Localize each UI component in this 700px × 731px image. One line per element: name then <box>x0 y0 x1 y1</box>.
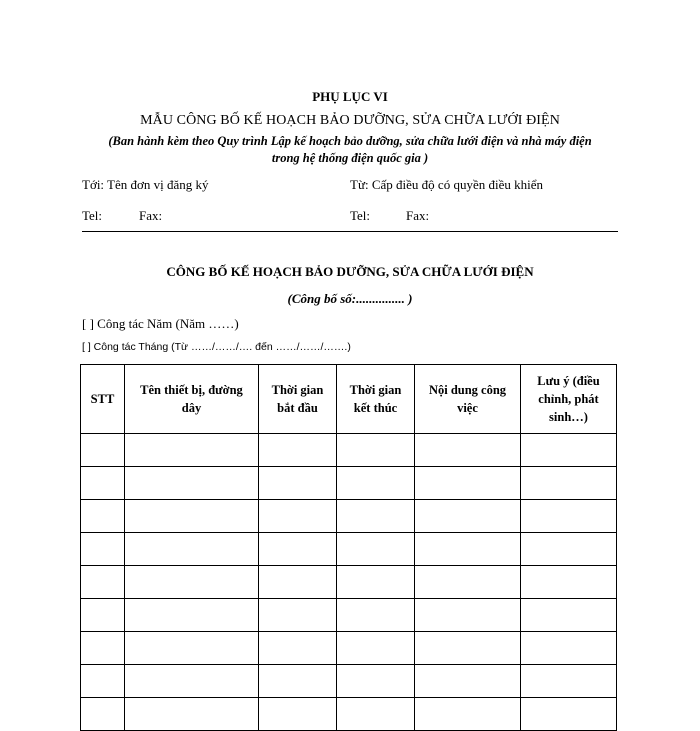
issuance-note <box>70 133 630 167</box>
announcement-number: (Công bố số:............... ) <box>287 291 413 306</box>
table-cell-empty[interactable] <box>125 599 259 632</box>
table-cell-empty[interactable] <box>125 566 259 599</box>
column-header-note: Lưu ý (điều chỉnh, phát sinh…) <box>521 365 617 434</box>
table-cell-empty[interactable] <box>81 698 125 731</box>
column-header-start-time: Thời gian bắt đầu <box>259 365 337 434</box>
month-work-option[interactable]: [ ] Công tác Tháng (Từ ……/……/…. đến ……/……/…….) <box>82 341 351 353</box>
to-recipient-label: Tới: Tên đơn vị đăng ký <box>82 177 209 192</box>
year-work-option[interactable]: [ ] Công tác Năm (Năm ……) <box>82 316 239 331</box>
table-cell-empty[interactable] <box>415 533 521 566</box>
table-header-row <box>81 365 617 434</box>
tel-label-right: Tel: <box>350 208 371 223</box>
table-cell-empty[interactable] <box>259 533 337 566</box>
table-cell-empty[interactable] <box>337 467 415 500</box>
table-row <box>81 500 617 533</box>
table-cell-empty[interactable] <box>337 533 415 566</box>
table-cell-empty[interactable] <box>337 566 415 599</box>
table-cell-empty[interactable] <box>81 566 125 599</box>
table-cell-empty[interactable] <box>521 665 617 698</box>
table-cell-empty[interactable] <box>81 533 125 566</box>
table-cell-empty[interactable] <box>81 434 125 467</box>
issuance-note-line-1: (Ban hành kèm theo Quy trình Lập kế hoạch bảo dưỡng, sửa chữa lưới điện và nhà máy điện <box>108 134 592 148</box>
maintenance-plan-table <box>80 364 617 731</box>
table-cell-empty[interactable] <box>337 698 415 731</box>
announcement-heading: CÔNG BỐ KẾ HOẠCH BẢO DƯỠNG, SỬA CHỮA LƯỚI ĐIỆN <box>166 264 534 279</box>
fax-label-right: Fax: <box>406 208 430 223</box>
table-cell-empty[interactable] <box>521 698 617 731</box>
from-sender-label: Từ: Cấp điều độ có quyền điều khiển <box>350 177 543 192</box>
table-cell-empty[interactable] <box>125 467 259 500</box>
issuance-note-line-2: trong hệ thống điện quốc gia ) <box>271 151 429 165</box>
table-cell-empty[interactable] <box>337 500 415 533</box>
table-cell-empty[interactable] <box>259 467 337 500</box>
column-header-equipment: Tên thiết bị, đường dây <box>125 365 259 434</box>
table-cell-empty[interactable] <box>81 632 125 665</box>
table-cell-empty[interactable] <box>125 434 259 467</box>
table-cell-empty[interactable] <box>259 632 337 665</box>
table-cell-empty[interactable] <box>415 434 521 467</box>
table-cell-empty[interactable] <box>415 467 521 500</box>
table-cell-empty[interactable] <box>81 599 125 632</box>
table-cell-empty[interactable] <box>521 632 617 665</box>
table-cell-empty[interactable] <box>81 467 125 500</box>
table-cell-empty[interactable] <box>125 500 259 533</box>
table-cell-empty[interactable] <box>415 599 521 632</box>
table-cell-empty[interactable] <box>259 566 337 599</box>
table-cell-empty[interactable] <box>125 632 259 665</box>
form-title: MẪU CÔNG BỐ KẾ HOẠCH BẢO DƯỠNG, SỬA CHỮA LƯỚI ĐIỆN <box>140 113 560 128</box>
column-header-stt: STT <box>81 365 125 434</box>
table-row <box>81 665 617 698</box>
table-cell-empty[interactable] <box>125 533 259 566</box>
column-header-work-content: Nội dung công việc <box>415 365 521 434</box>
table-cell-empty[interactable] <box>259 698 337 731</box>
column-header-end-time: Thời gian kết thúc <box>337 365 415 434</box>
table-cell-empty[interactable] <box>337 665 415 698</box>
table-cell-empty[interactable] <box>259 665 337 698</box>
table-cell-empty[interactable] <box>125 698 259 731</box>
table-cell-empty[interactable] <box>521 599 617 632</box>
table-cell-empty[interactable] <box>415 566 521 599</box>
header-divider <box>82 231 618 232</box>
table-cell-empty[interactable] <box>521 533 617 566</box>
table-cell-empty[interactable] <box>521 434 617 467</box>
table-cell-empty[interactable] <box>415 665 521 698</box>
table-cell-empty[interactable] <box>81 665 125 698</box>
table-cell-empty[interactable] <box>259 599 337 632</box>
table-row <box>81 632 617 665</box>
table-row <box>81 434 617 467</box>
table-cell-empty[interactable] <box>415 698 521 731</box>
table-cell-empty[interactable] <box>337 599 415 632</box>
table-cell-empty[interactable] <box>337 632 415 665</box>
table-cell-empty[interactable] <box>81 500 125 533</box>
table-cell-empty[interactable] <box>415 632 521 665</box>
appendix-title: PHỤ LỤC VI <box>312 89 388 104</box>
table-cell-empty[interactable] <box>259 434 337 467</box>
table-row <box>81 566 617 599</box>
table-cell-empty[interactable] <box>521 500 617 533</box>
fax-label-left: Fax: <box>139 208 163 223</box>
table-row <box>81 698 617 731</box>
table-body <box>81 434 617 731</box>
table-cell-empty[interactable] <box>337 434 415 467</box>
tel-label-left: Tel: <box>82 208 103 223</box>
table-cell-empty[interactable] <box>521 467 617 500</box>
table-cell-empty[interactable] <box>259 500 337 533</box>
table-cell-empty[interactable] <box>125 665 259 698</box>
table-cell-empty[interactable] <box>521 566 617 599</box>
table-row <box>81 599 617 632</box>
table-cell-empty[interactable] <box>415 500 521 533</box>
table-row <box>81 467 617 500</box>
table-row <box>81 533 617 566</box>
